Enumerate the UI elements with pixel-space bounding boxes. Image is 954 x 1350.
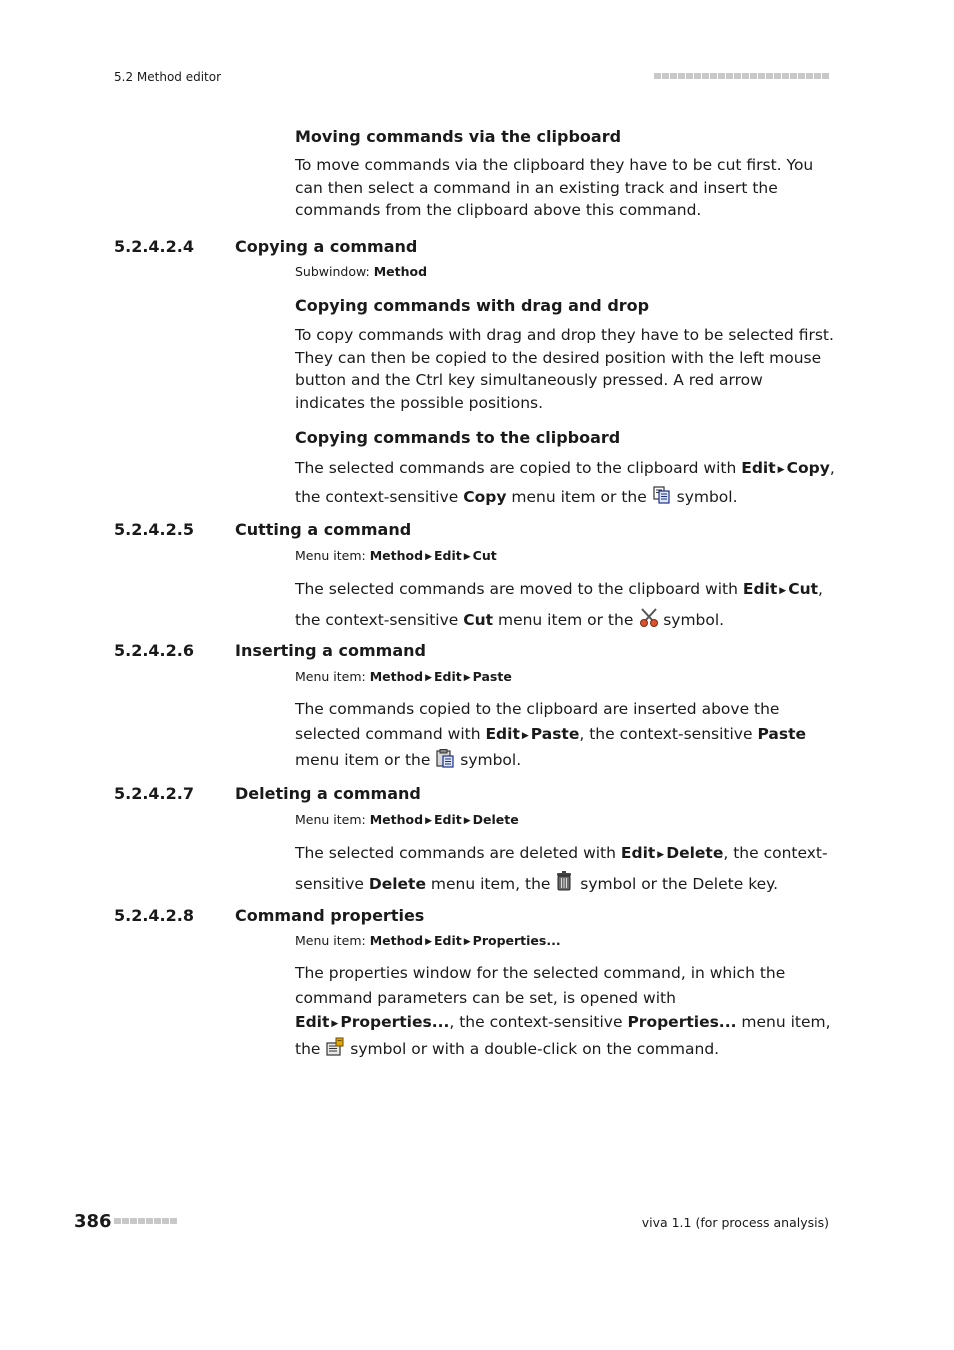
- section-number: 5.2.4.2.8: [114, 906, 194, 925]
- delete-text: The selected commands are deleted with Edit ▶ Delete, the context-sensitive Delete menu item, the symbol or the Delete key.: [295, 844, 828, 893]
- footer-decoration: [114, 1218, 177, 1224]
- menu-path: Menu item: Method ▶ Edit ▶ Cut: [295, 548, 497, 563]
- properties-text: The properties window for the selected command, in which the command parameters can be set, is opened with Edit ▶ Properties..., the context-sensitive Properties... menu item, the symbol or with a double-click on the command.: [295, 964, 831, 1058]
- menu-path: Menu item: Method ▶ Edit ▶ Properties...: [295, 933, 561, 948]
- section-title: Cutting a command: [235, 520, 412, 539]
- cut-text: The selected commands are moved to the clipboard with Edit ▶ Cut, the context-sensitive Cut menu item or the symbol.: [295, 580, 823, 629]
- running-head: 5.2 Method editor: [114, 70, 222, 84]
- paste-text: The commands copied to the clipboard are inserted above the selected command with Edit ▶ Paste, the context-sensitive Paste menu item or the symbol.: [295, 700, 806, 769]
- header-decoration: [654, 73, 829, 79]
- copy-text: The selected commands are copied to the clipboard with Edit ▶ Copy, the context-sensitive Copy menu item or the symbol.: [295, 459, 835, 506]
- section-number: 5.2.4.2.5: [114, 520, 194, 539]
- moving-text: To move commands via the clipboard they have to be cut first. You can then select a command in an existing track and insert the commands from the clipboard above this command.: [295, 156, 814, 219]
- drag-drop-heading: Copying commands with drag and drop: [295, 296, 650, 315]
- moving-heading: Moving commands via the clipboard: [295, 127, 622, 146]
- section-title: Inserting a command: [235, 641, 426, 660]
- section-title: Copying a command: [235, 237, 418, 256]
- product-name: viva 1.1 (for process analysis): [641, 1215, 829, 1230]
- clipboard-heading: Copying commands to the clipboard: [295, 428, 621, 447]
- menu-path: Menu item: Method ▶ Edit ▶ Paste: [295, 669, 512, 684]
- trash-icon: [555, 870, 575, 890]
- paste-icon: [435, 748, 455, 768]
- menu-path: Menu item: Method ▶ Edit ▶ Delete: [295, 812, 519, 827]
- section-number: 5.2.4.2.6: [114, 641, 194, 660]
- subwindow-info: Subwindow: Method: [295, 264, 428, 279]
- copy-icon: [652, 485, 672, 505]
- scissors-icon: [638, 606, 658, 626]
- page-number: 386: [74, 1211, 112, 1232]
- section-title: Command properties: [235, 906, 425, 925]
- section-number: 5.2.4.2.4: [114, 237, 194, 256]
- section-number: 5.2.4.2.7: [114, 784, 194, 803]
- properties-icon: [325, 1037, 345, 1057]
- section-title: Deleting a command: [235, 784, 421, 803]
- drag-drop-text: To copy commands with drag and drop they have to be selected first. They can then be copied to the desired position with the left mouse button and the Ctrl key simultaneously pressed. A red arrow indicates the possible positions.: [295, 326, 834, 412]
